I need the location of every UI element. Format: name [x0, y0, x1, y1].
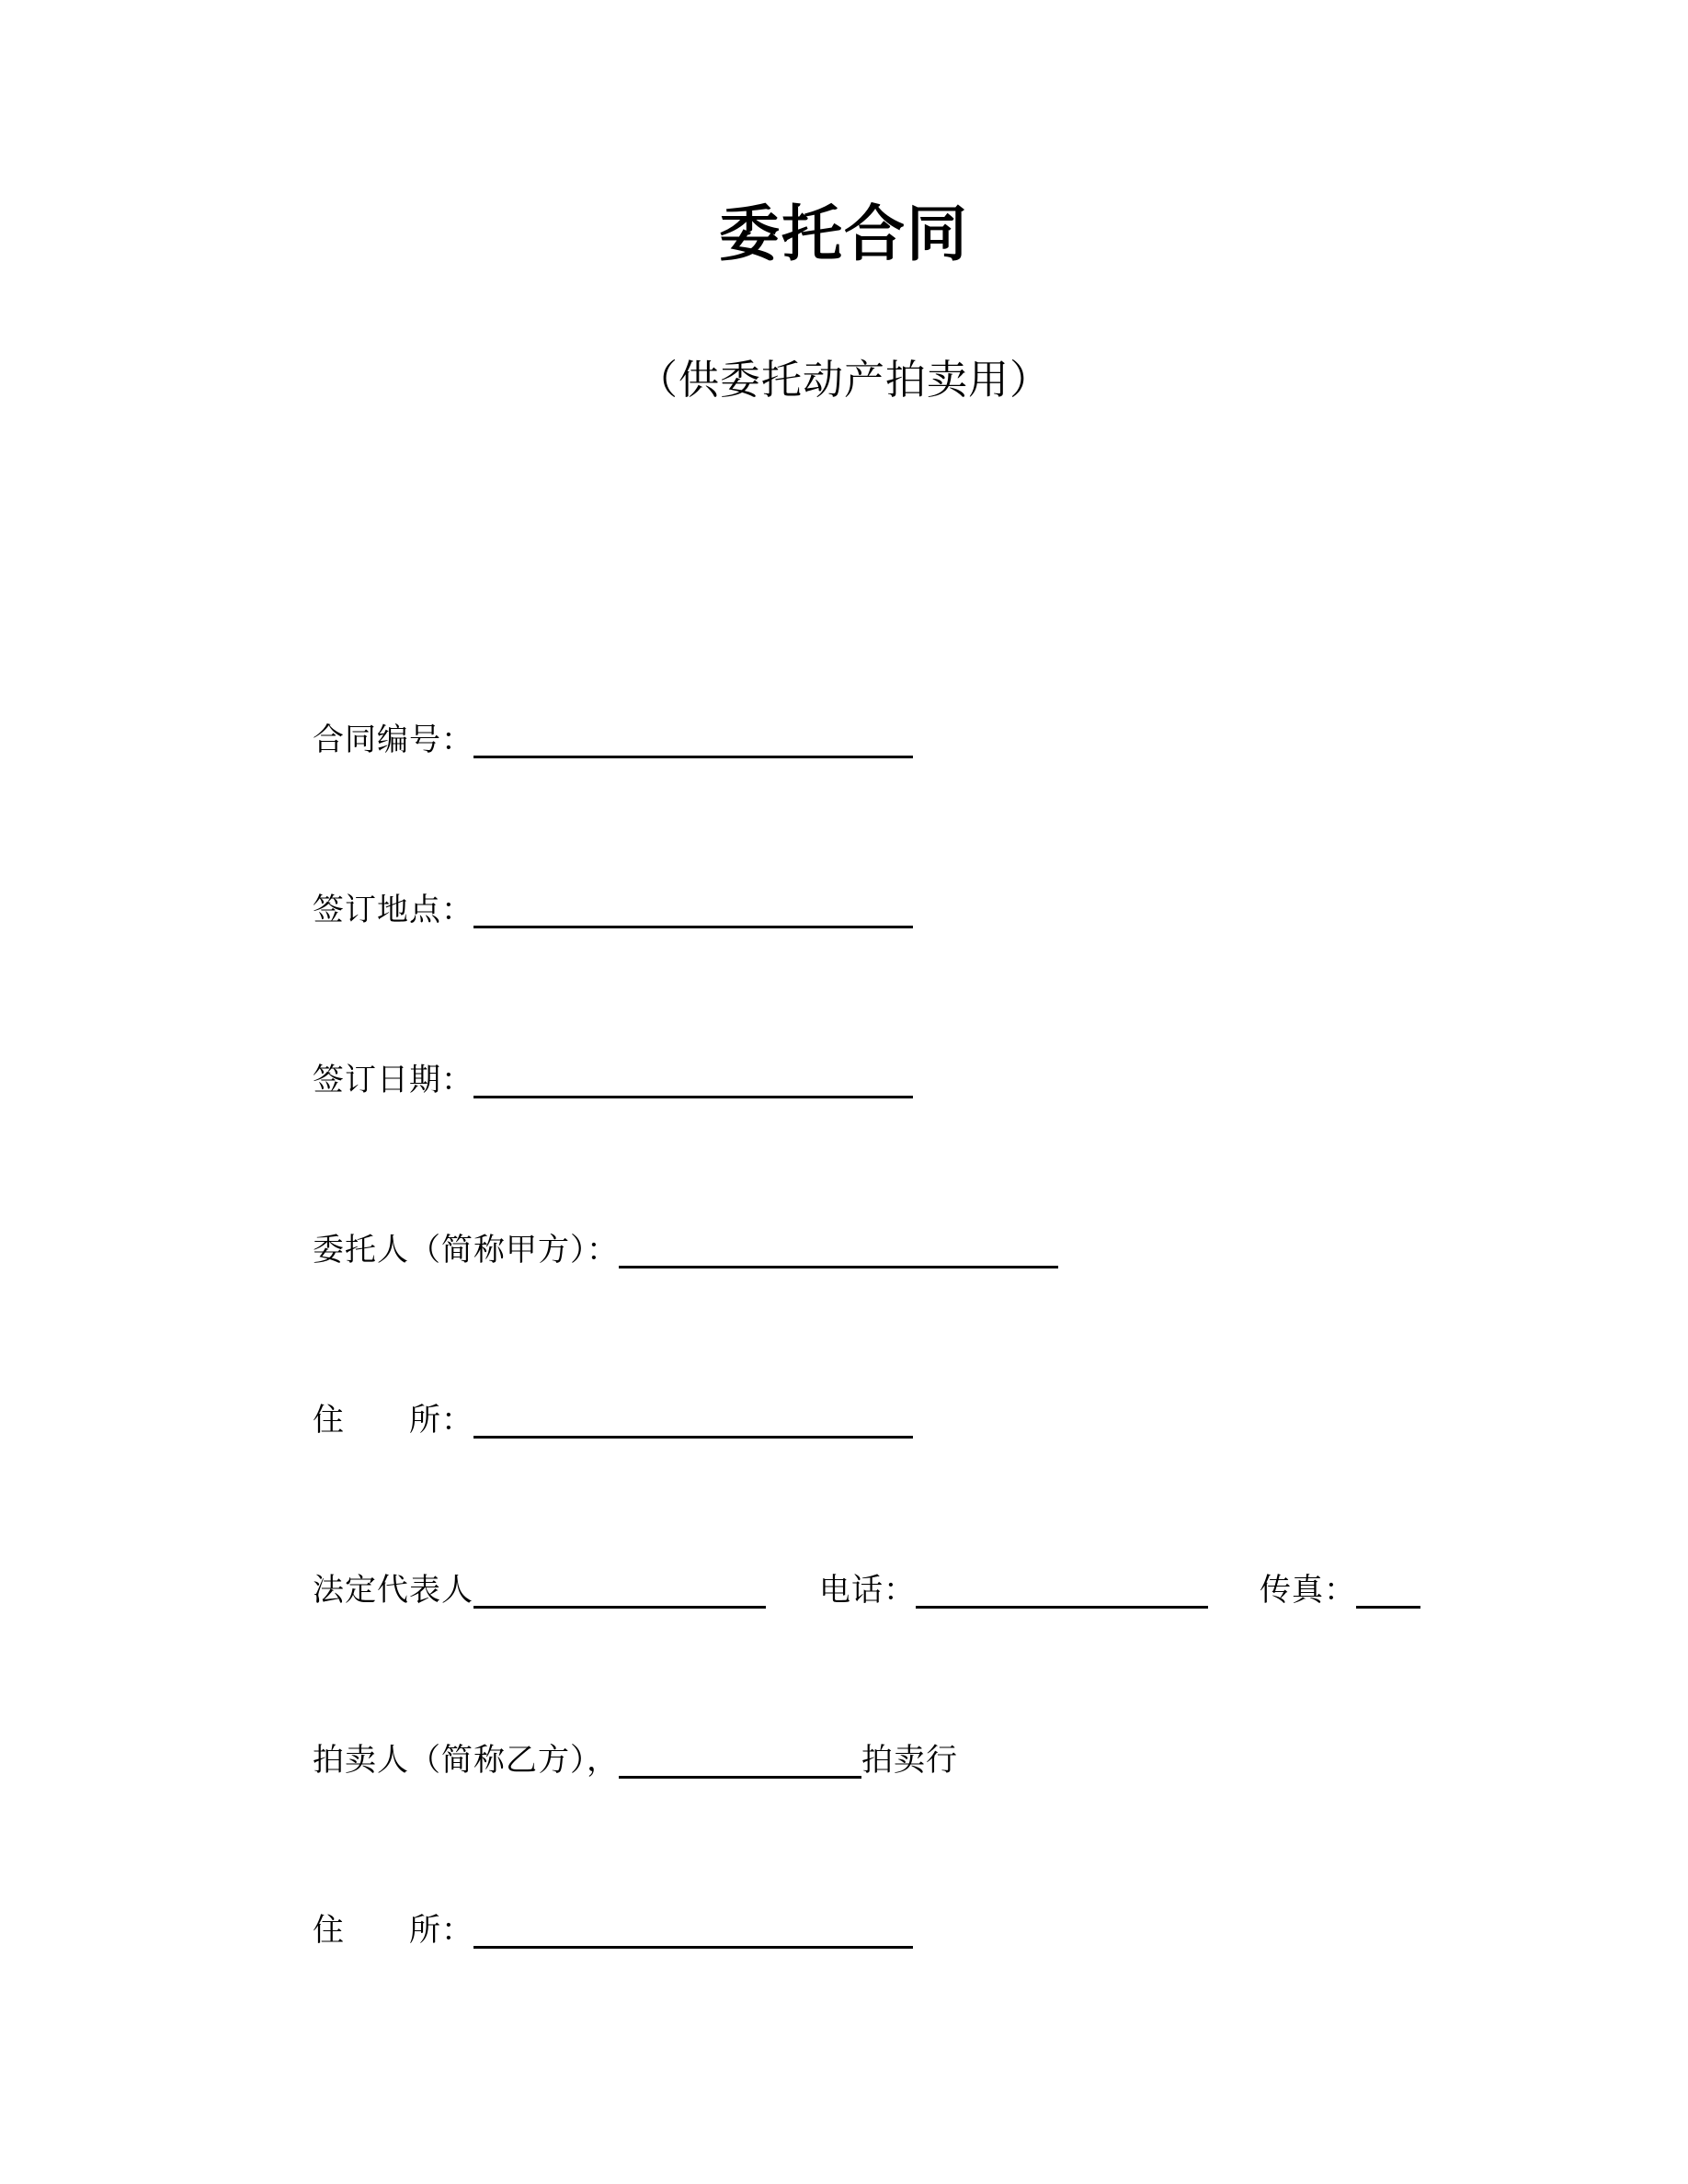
- legal-rep-blank[interactable]: [473, 1567, 766, 1609]
- document-title: 委托合同: [719, 199, 969, 269]
- auctioneer-address-blank[interactable]: [473, 1907, 913, 1949]
- document-subtitle: （供委托动产拍卖用）: [637, 357, 1051, 404]
- legal-rep-label: 法定代表人: [313, 1572, 473, 1609]
- field-principal-address: [313, 1393, 913, 1448]
- field-contact-row: [313, 1563, 1420, 1618]
- auction-house-suffix: 拍卖行: [861, 1742, 958, 1779]
- sign-place-blank[interactable]: [473, 887, 913, 928]
- principal-blank[interactable]: [619, 1227, 1058, 1268]
- sign-date-label: 签订日期：: [313, 1062, 473, 1098]
- field-sign-place: [313, 882, 913, 938]
- principal-address-blank[interactable]: [473, 1397, 913, 1439]
- field-principal: [313, 1223, 1058, 1278]
- auctioneer-label: 拍卖人（简称乙方），: [313, 1742, 619, 1779]
- contract-number-label: 合同编号：: [313, 722, 473, 758]
- phone-blank[interactable]: [916, 1567, 1208, 1609]
- field-contract-number: [313, 712, 913, 768]
- sign-date-blank[interactable]: [473, 1057, 913, 1098]
- principal-label: 委托人（简称甲方）：: [313, 1232, 619, 1268]
- phone-label: 电话：: [819, 1572, 916, 1609]
- principal-address-label: 住 所：: [313, 1402, 473, 1439]
- field-auctioneer: [313, 1733, 958, 1788]
- fax-label: 传真：: [1260, 1572, 1356, 1609]
- field-auctioneer-address: [313, 1903, 913, 1958]
- auctioneer-address-label: 住 所：: [313, 1912, 473, 1949]
- contract-number-blank[interactable]: [473, 717, 913, 758]
- field-sign-date: [313, 1052, 913, 1108]
- sign-place-label: 签订地点：: [313, 892, 473, 928]
- auctioneer-blank[interactable]: [619, 1737, 861, 1779]
- fax-blank[interactable]: [1356, 1567, 1420, 1609]
